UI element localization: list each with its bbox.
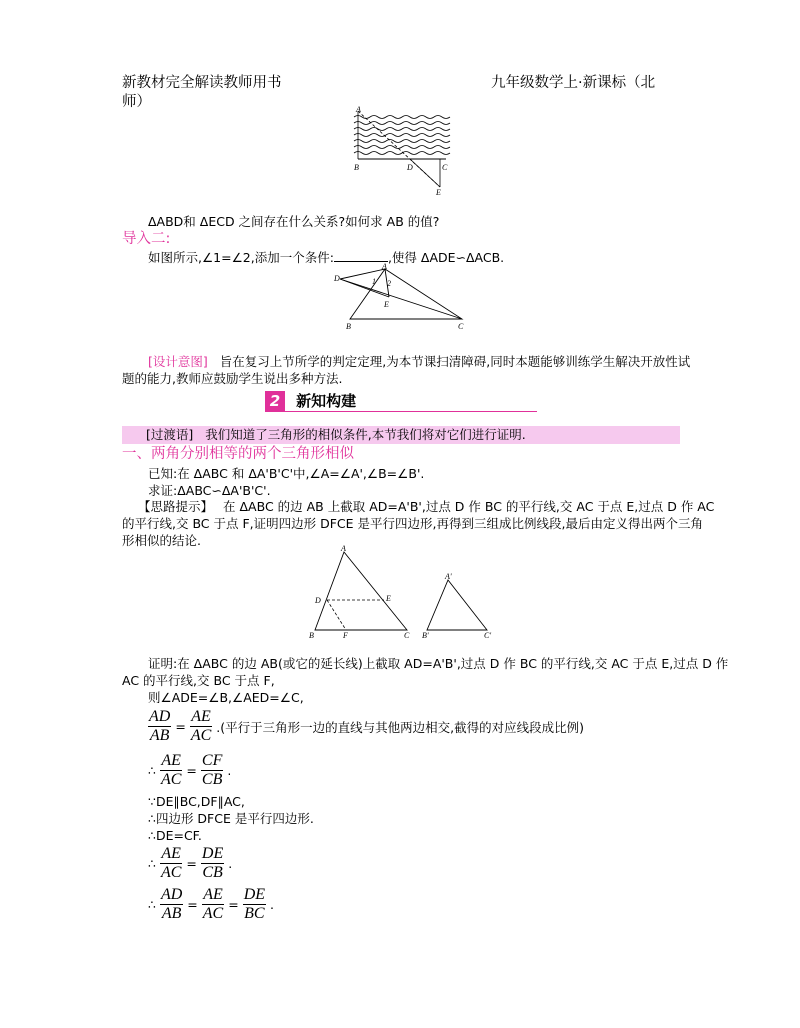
fig1-label-e: E: [436, 188, 441, 197]
proof-line-2: AC 的平行线,交 BC 于点 F,: [122, 673, 275, 688]
proof-formula-2: ∴ $\frac{AE}{AC}$ = $\frac{CF}{CB}$ .: [148, 752, 232, 788]
numerator: AD: [160, 886, 183, 903]
section-number: 2: [265, 391, 285, 411]
fraction: [243, 886, 266, 923]
fig2-label-a: A: [382, 262, 387, 271]
fig2-label-c: C: [458, 322, 464, 331]
section-title: 新知构建: [296, 392, 357, 410]
header-right: 九年级数学上·新课标（北: [491, 75, 656, 91]
transition-bar: [122, 426, 680, 444]
part1-prove: 求证:ΔABC∽ΔA'B'C'.: [148, 483, 271, 498]
part1-title: 一、两角分别相等的两个三角形相似: [122, 446, 354, 462]
denominator: AC: [160, 864, 182, 881]
denominator: AC: [190, 727, 212, 744]
design-line-1: [148, 353, 690, 370]
fig3-label-b-prime: B': [422, 631, 429, 640]
numerator: AE: [161, 752, 181, 769]
transition-tag: [过渡语]: [146, 427, 194, 442]
river-waves: [354, 116, 450, 155]
proof-line-3: 则∠ADE=∠B,∠AED=∠C,: [148, 690, 304, 705]
denominator: CB: [202, 864, 223, 881]
proof-line-4: ∵DE∥BC,DF∥AC,: [148, 794, 245, 809]
fraction: [190, 708, 212, 745]
fraction: [160, 845, 182, 882]
header-left: 新教材完全解读教师用书: [122, 75, 282, 91]
hint-tag: 【思路提示】: [138, 499, 214, 514]
period: .: [227, 763, 232, 778]
fig2-label-d: D: [334, 274, 340, 283]
intro2-text-before: 如图所示,∠1=∠2,添加一个条件:: [148, 250, 334, 265]
numerator: DE: [201, 845, 224, 862]
fig3-label-c-prime: C': [484, 631, 492, 640]
fig3-label-a: A: [341, 544, 346, 553]
design-line-2: 题的能力,教师应鼓励学生说出多种方法.: [122, 371, 343, 386]
intro1-question: ΔABD和 ΔECD 之间存在什么关系?如何求 AB 的值?: [148, 214, 440, 229]
proof-formula-4: ∴ $\frac{AD}{AB}$ = $\frac{AE}{AC}$ = $\frac{DE}{BC}$ .: [148, 886, 275, 922]
denominator: AB: [161, 905, 182, 922]
denominator: CB: [201, 771, 223, 788]
fig3-label-c: C: [404, 631, 410, 640]
fig1-label-d: D: [407, 163, 413, 172]
fraction: [148, 708, 171, 745]
fig1-label-a: A: [356, 105, 361, 114]
proof-line-1: 证明:在 ΔABC 的边 AB(或它的延长线)上截取 AD=A'B',过点 D 作 BC 的平行线,交 AC 于点 E,过点 D 作: [148, 656, 729, 671]
fraction: [201, 752, 223, 789]
numerator: AE: [191, 708, 211, 725]
proof-formula-3: ∴ $\frac{AE}{AC}$ = $\frac{DE}{CB}$ .: [148, 845, 233, 881]
fig2-label-1: 1: [372, 277, 376, 286]
numerator: AD: [149, 708, 171, 725]
similar-triangles-figure-2: [300, 540, 500, 645]
period: .: [228, 856, 233, 871]
hint-text-1: 在 ΔABC 的边 AB 上截取 AD=A'B',过点 D 作 BC 的平行线,交 AC 于点 E,过点 D 作 AC: [223, 499, 715, 514]
fig2-label-2: 2: [387, 279, 391, 288]
river-figure: [348, 105, 458, 197]
fig2-label-e: E: [384, 300, 389, 309]
section-header: [265, 391, 537, 412]
period: .: [270, 897, 275, 912]
fig3-label-b: B: [309, 631, 314, 640]
fig2-label-b: B: [346, 322, 351, 331]
formula-note: .(平行于三角形一边的直线与其他两边相交,截得的对应线段成比例): [216, 719, 584, 735]
answer-blank[interactable]: [334, 249, 388, 262]
similar-triangles-figure-1: [332, 262, 472, 334]
fig3-label-a-prime: A': [445, 572, 452, 581]
therefore-symbol: ∴: [148, 856, 156, 871]
transition-text: 我们知道了三角形的相似条件,本节我们将对它们进行证明.: [205, 427, 526, 442]
proof-line-6: ∴DE=CF.: [148, 828, 202, 843]
proof-line-5: ∴四边形 DFCE 是平行四边形.: [148, 811, 314, 826]
hint-line-3: 形相似的结论.: [122, 533, 201, 548]
therefore-symbol: ∴: [148, 897, 156, 912]
therefore-symbol: ∴: [148, 763, 156, 778]
denominator: AB: [149, 727, 170, 744]
intro2-text-after: ,使得 ΔADE∽ΔACB.: [387, 250, 505, 265]
fig3-label-f: F: [343, 631, 348, 640]
fraction: [160, 752, 182, 789]
fraction: [202, 886, 224, 923]
header-wrap: 师）: [122, 94, 151, 110]
intro2-title: 导入二:: [122, 231, 171, 247]
fig3-label-d: D: [315, 596, 321, 605]
numerator: AE: [161, 845, 181, 862]
fig1-label-b: B: [354, 163, 359, 172]
fig3-label-e: E: [386, 594, 391, 603]
denominator: BC: [244, 905, 265, 922]
numerator: CF: [201, 752, 223, 769]
design-text-1: 旨在复习上节所学的判定定理,为本节课扫清障碍,同时本题能够训练学生解决开放性试: [219, 354, 691, 369]
fig1-label-c: C: [442, 163, 448, 172]
hint-line-2: 的平行线,交 BC 于点 F,证明四边形 DFCE 是平行四边形,再得到三组成比例线段,最后由定义得出两个三角: [122, 516, 703, 531]
denominator: AC: [160, 771, 182, 788]
design-tag: [设计意图]: [148, 354, 208, 369]
proof-formula-1: $\frac{AD}{AB}$ = $\frac{AE}{AC}$ .(平行于三角形一边的直线与其他两边相交,截得的对应线段成比例): [149, 708, 584, 744]
numerator: DE: [243, 886, 266, 903]
numerator: AE: [203, 886, 223, 903]
part1-given: 已知:在 ΔABC 和 ΔA'B'C'中,∠A=∠A',∠B=∠B'.: [148, 466, 425, 481]
fraction: [201, 845, 224, 882]
denominator: AC: [202, 905, 224, 922]
hint-line-1: [138, 498, 714, 515]
fraction: [160, 886, 183, 923]
